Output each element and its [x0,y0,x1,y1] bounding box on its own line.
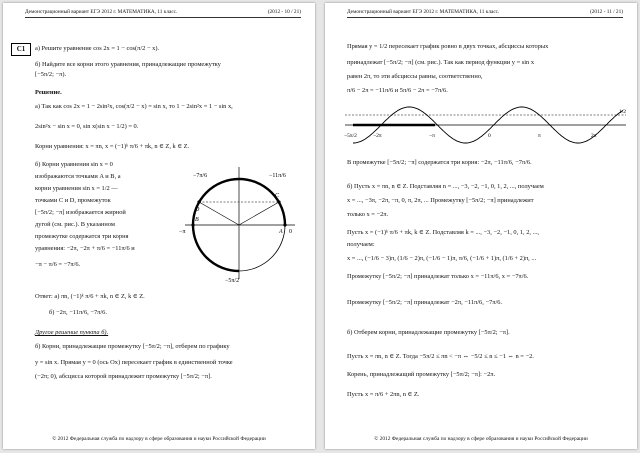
right-line-13: Пусть x = π/6 + 2πn, n ∈ Z. [347,391,420,398]
solution-b-9: −π − π/6 = −7π/6. [35,261,81,268]
solution-b-3: корни уравнения sin x = 1/2 — [35,185,118,192]
right-line-5: Пусть x = (−1)ᵏ π/6 + πk, k ∈ Z. Подставляя k = ..., −3, −2, −1, 0, 1, 2, ..., [347,229,539,236]
right-top-line-4: π/6 − 2π = −11π/6 и 5π/6 − 2π = −7π/6. [347,87,448,94]
right-line-8: Промежутку [−5π/2; −π] принадлежат только x = −11π/6, x = −7π/6. [347,273,529,280]
graph-label-2pi: −2π [373,133,382,139]
left-header-page: (2012 - 10 / 21) [267,9,301,15]
right-header-page: (2012 - 11 / 21) [589,9,623,15]
right-line-3: x = ..., −3π, −2π, −π, 0, π, 2π, ... Промежутку [−5π/2; −π] принадлежит [347,197,534,204]
right-line-6: получаем: [347,241,375,248]
solution-line-1: а) Так как cos 2x = 1 − 2sin²x, cos(π/2 − x) = sin x, то 1 − 2sin²x = 1 − sin x, [35,103,233,110]
right-line-12: Корень, принадлежащий промежутку [−5π/2; −π]: −2π. [347,371,496,378]
left-header-rule [25,17,301,18]
task-part-b: б) Найдите все корни этого уравнения, принадлежащие промежутку [35,61,221,68]
alt-solution-heading: Другое решение пункта б). [35,329,109,336]
right-line-1: В промежутке [−5π/2; −π] содержатся три корня: −2π, −11π/6, −7π/6. [347,159,532,166]
solution-b-1: б) Корни уравнения sin x = 0 [35,161,113,168]
left-header-title: Демонстрационный вариант ЕГЭ 2012 г. МАТЕМАТИКА, 11 класс. [25,9,178,15]
graph-label-2pi-pos: 2π [591,133,597,139]
right-line-11: Пусть x = πn, n ∈ Z. Тогда −5π/2 ≤ πn < −π ⇔ −5/2 ≤ n ≤ −1 ⇔ n = −2. [347,353,534,360]
solution-roots: Корни уравнения: x = πn, x = (−1)ᵏ π/6 + πk, n ∈ Z, k ∈ Z. [35,143,190,150]
task-part-a: а) Решите уравнение cos 2x = 1 − cos(π/2 − x). [35,45,160,52]
right-header-title: Демонстрационный вариант ЕГЭ 2012 г. МАТЕМАТИКА, 11 класс. [347,9,500,15]
fig-label-zero: 0 [289,229,292,235]
graph-label-minus-pi: −π [429,133,435,139]
solution-b-7: промежутке содержатся три корня [35,233,129,240]
solution-heading: Решение. [35,89,62,96]
right-page [325,3,637,449]
left-header [25,9,301,15]
solution-line-2: 2sin²x − sin x = 0, sin x(sin x − 1/2) = 0. [35,123,139,130]
right-header-rule [347,17,623,18]
solution-b-5: [−5π/2; −π] изображается жирной [35,209,126,216]
alt-solution-line-1: б) Корни, принадлежащие промежутку [−5π/2; −π], отберем по графику [35,343,230,350]
left-page [3,3,315,449]
fig-label-minus-pi: −π [179,229,186,235]
right-top-line-1: Прямая y = 1/2 пересекает график ровно в двух точках, абсциссы которых [347,43,549,50]
graph-label-5pi2: −5π/2 [344,133,357,139]
fig-label-11pi6: −11π/6 [269,173,286,179]
solution-b-2: изображаются точками A и B, а [35,173,121,180]
task-label: C1 [11,43,31,56]
graph-label-half: 1/2 [619,109,627,115]
right-line-7: x = ..., (−1/6 − 3)π, (1/6 − 2)π, (−1/6 − 1)π, π/6, (−1/6 + 1)π, (1/6 + 2)π, ... [347,255,537,262]
fig-point-c: C [275,193,280,199]
fig-point-d: D [195,207,200,213]
solution-b-8: уравнения: −2π, −2π + π/6 = −11π/6 и [35,245,135,252]
task-interval: [−5π/2; −π). [35,71,67,78]
right-line-2: б) Пусть x = πn, n ∈ Z. Подставляя n = ..., −3, −2, −1, 0, 1, 2, ..., получаем [347,183,544,190]
solution-b-4: точками C и D, промежуток [35,197,111,204]
solution-b-6: дугой (см. рис.). В указанном [35,221,115,228]
graph-label-pi: π [538,133,541,139]
right-footer: © 2012 Федеральная служба по надзору в сфере образования и науки Российской Федерации [374,436,588,442]
right-line-4: только x = −2π. [347,211,389,218]
right-top-line-3: равен 2π, то эти абсциссы равны, соответственно, [347,73,483,80]
sine-graph-figure [343,101,628,151]
left-footer: © 2012 Федеральная служба по надзору в сфере образования и науки Российской Федерации [52,436,266,442]
unit-circle-figure [181,163,299,283]
fig-point-a: A [279,229,283,235]
right-top-line-2: принадлежат [−5π/2; −π] (см. рис.). Так как период функции y = sin x [347,59,535,66]
alt-solution-line-3: (−2π; 0), абсцисса которой принадлежит промежутку [−5π/2; −π]. [35,373,212,380]
answer-line-2: б) −2π, −11π/6, −7π/6. [49,309,107,316]
right-line-10: б) Отберем корни, принадлежащие промежутку [−5π/2; −π]. [347,329,510,336]
answer-line-1: Ответ: а) πn, (−1)ᵏ π/6 + πk, n ∈ Z, k ∈ Z. [35,293,145,300]
right-header [347,9,623,15]
graph-label-zero: 0 [488,133,491,139]
right-line-9: Промежутку [−5π/2; −π] принадлежат −2π, −11π/6, −7π/6. [347,299,503,306]
fig-point-b: B [195,217,199,223]
alt-solution-line-2: y = sin x. Прямая y = 0 (ось Ox) пересекает график в единственной точке [35,359,233,366]
fig-label-7pi6: −7π/6 [193,173,208,179]
fig-label-5pi2: −5π/2 [225,278,240,284]
